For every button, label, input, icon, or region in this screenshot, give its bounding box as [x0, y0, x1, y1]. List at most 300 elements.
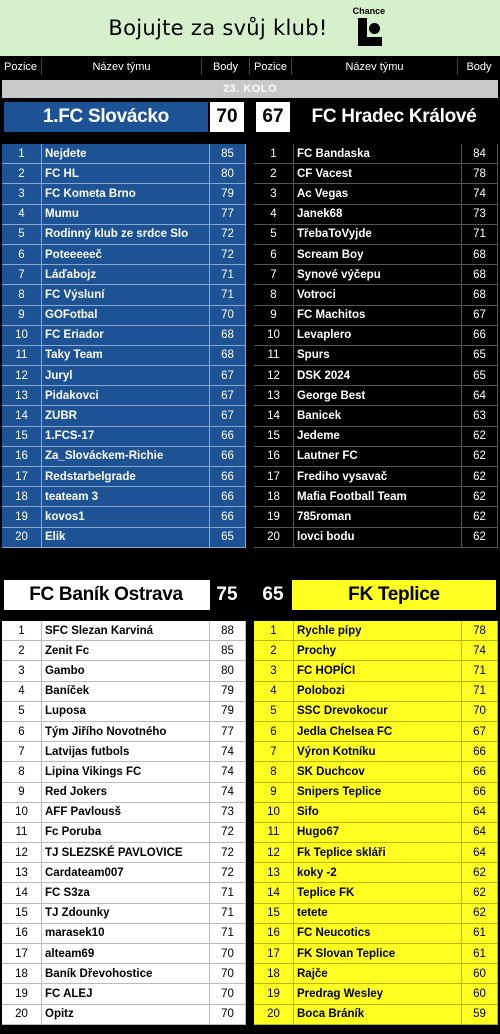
table-row [2, 823, 246, 843]
row-team-name: ZUBR [42, 406, 210, 425]
table-row [2, 964, 246, 984]
row-points: 67 [210, 406, 246, 425]
table-row [254, 285, 498, 305]
row-team-name: koky -2 [294, 863, 462, 882]
row-points: 72 [210, 225, 246, 244]
table-row [254, 144, 498, 164]
row-position: 1 [2, 621, 42, 640]
row-position: 12 [254, 366, 294, 385]
table-row [2, 641, 246, 661]
row-team-name: Frediho vysavač [294, 467, 462, 486]
row-team-name: Taky Team [42, 346, 210, 365]
row-team-name: Elik [42, 528, 210, 547]
row-position: 18 [254, 964, 294, 983]
row-position: 9 [254, 783, 294, 802]
row-position: 16 [254, 447, 294, 466]
col-pos-right: Pozice [250, 58, 292, 75]
row-points: 71 [210, 285, 246, 304]
row-points: 74 [210, 742, 246, 761]
table-row [2, 205, 246, 225]
row-team-name: Rodinný klub ze srdce Slo [42, 225, 210, 244]
row-team-name: Láďabojz [42, 265, 210, 284]
row-team-name: Jedeme [294, 427, 462, 446]
row-team-name: Luposa [42, 702, 210, 721]
row-points: 66 [462, 326, 498, 345]
row-team-name: FC Neucotics [294, 924, 462, 943]
banner [0, 0, 500, 56]
row-position: 4 [2, 205, 42, 224]
row-points: 74 [462, 641, 498, 660]
row-team-name: FK Slovan Teplice [294, 944, 462, 963]
row-points: 73 [462, 205, 498, 224]
row-position: 17 [254, 467, 294, 486]
team-header-slovacko [2, 100, 246, 134]
row-position: 4 [254, 205, 294, 224]
table-row [2, 702, 246, 722]
row-position: 8 [2, 285, 42, 304]
row-team-name: Gambo [42, 661, 210, 680]
row-points: 74 [210, 762, 246, 781]
row-position: 19 [2, 507, 42, 526]
row-team-name: Mafia Football Team [294, 487, 462, 506]
row-team-name: FC Kometa Brno [42, 184, 210, 203]
ranking-list-teplice [254, 621, 498, 1025]
team-name: 1.FC Slovácko [43, 106, 169, 127]
row-points: 72 [210, 843, 246, 862]
row-points: 72 [210, 245, 246, 264]
table-row [254, 762, 498, 782]
row-points: 70 [210, 306, 246, 325]
row-team-name: Latvijas futbols [42, 742, 210, 761]
ranking-list-hradec [254, 144, 498, 548]
row-points: 78 [462, 164, 498, 183]
row-points: 62 [462, 863, 498, 882]
row-team-name: TJ SLEZSKÉ PAVLOVICE [42, 843, 210, 862]
table-row [254, 487, 498, 507]
row-position: 5 [254, 225, 294, 244]
row-position: 14 [254, 883, 294, 902]
col-points-right: Body [466, 60, 492, 73]
row-team-name: Za_Slováckem-Richie [42, 447, 210, 466]
row-points: 67 [210, 366, 246, 385]
row-team-name: Fk Teplice skláři [294, 843, 462, 862]
row-points: 68 [462, 245, 498, 264]
table-row [2, 507, 246, 527]
row-position: 15 [2, 904, 42, 923]
row-team-name: FC HOPÍCI [294, 661, 462, 680]
row-points: 77 [210, 722, 246, 741]
row-position: 7 [254, 742, 294, 761]
row-position: 9 [2, 306, 42, 325]
row-team-name: FC S3za [42, 883, 210, 902]
row-points: 70 [462, 702, 498, 721]
row-points: 72 [210, 823, 246, 842]
row-team-name: Výron Kotníku [294, 742, 462, 761]
row-points: 80 [210, 164, 246, 183]
row-points: 70 [210, 1005, 246, 1024]
table-row [2, 863, 246, 883]
row-team-name: CF Vacest [294, 164, 462, 183]
row-points: 66 [462, 762, 498, 781]
table-row [254, 621, 498, 641]
table-row [254, 682, 498, 702]
table-row [254, 205, 498, 225]
table-row [2, 944, 246, 964]
row-points: 74 [462, 184, 498, 203]
team-header-teplice [254, 578, 498, 612]
row-position: 16 [254, 924, 294, 943]
table-row [254, 406, 498, 426]
row-points: 71 [210, 924, 246, 943]
row-position: 6 [254, 245, 294, 264]
row-team-name: Prochy [294, 641, 462, 660]
row-position: 20 [2, 1005, 42, 1024]
row-points: 68 [462, 285, 498, 304]
table-row [2, 406, 246, 426]
team-score: 75 [208, 580, 244, 610]
table-row [254, 904, 498, 924]
ball-icon [369, 23, 380, 34]
row-points: 71 [462, 661, 498, 680]
row-team-name: Synové výčepu [294, 265, 462, 284]
row-team-name: Mumu [42, 205, 210, 224]
row-points: 62 [462, 427, 498, 446]
table-row [254, 225, 498, 245]
row-points: 71 [210, 883, 246, 902]
row-team-name: FC Machitos [294, 306, 462, 325]
row-points: 84 [462, 144, 498, 163]
row-team-name: FC HL [42, 164, 210, 183]
row-points: 62 [462, 883, 498, 902]
row-position: 3 [2, 661, 42, 680]
table-row [2, 528, 246, 548]
row-position: 19 [254, 507, 294, 526]
round-label: 23. KOLO [2, 80, 498, 98]
row-points: 73 [210, 803, 246, 822]
row-team-name: Levaplero [294, 326, 462, 345]
row-position: 6 [2, 722, 42, 741]
row-team-name: Red Jokers [42, 783, 210, 802]
team-score: 67 [256, 102, 292, 132]
row-team-name: AFF Pavlousš [42, 803, 210, 822]
row-points: 62 [462, 467, 498, 486]
row-points: 66 [210, 447, 246, 466]
row-position: 1 [2, 144, 42, 163]
row-team-name: lovci bodu [294, 528, 462, 547]
row-position: 14 [2, 406, 42, 425]
row-team-name: Redstarbelgrade [42, 467, 210, 486]
row-points: 88 [210, 621, 246, 640]
row-team-name: Zenit Fc [42, 641, 210, 660]
row-points: 66 [210, 467, 246, 486]
row-team-name: FC ALEJ [42, 984, 210, 1003]
row-team-name: Hugo67 [294, 823, 462, 842]
table-row [2, 621, 246, 641]
table-row [254, 265, 498, 285]
column-header [0, 58, 500, 75]
row-points: 65 [462, 346, 498, 365]
row-team-name: Banicek [294, 406, 462, 425]
row-points: 59 [462, 1005, 498, 1024]
row-position: 17 [2, 944, 42, 963]
table-row [254, 507, 498, 527]
row-team-name: Predrag Wesley [294, 984, 462, 1003]
table-row [254, 184, 498, 204]
row-points: 60 [462, 964, 498, 983]
row-points: 62 [462, 507, 498, 526]
row-points: 65 [210, 528, 246, 547]
row-team-name: Janek68 [294, 205, 462, 224]
table-row [2, 924, 246, 944]
row-position: 13 [254, 863, 294, 882]
table-row [254, 803, 498, 823]
table-row [2, 447, 246, 467]
row-points: 71 [210, 265, 246, 284]
row-points: 70 [210, 964, 246, 983]
row-position: 11 [2, 823, 42, 842]
row-position: 10 [254, 803, 294, 822]
row-points: 72 [210, 863, 246, 882]
table-row [254, 984, 498, 1004]
table-row [2, 245, 246, 265]
row-position: 18 [2, 487, 42, 506]
row-position: 18 [254, 487, 294, 506]
row-team-name: Lautner FC [294, 447, 462, 466]
row-position: 17 [254, 944, 294, 963]
row-team-name: DSK 2024 [294, 366, 462, 385]
table-row [254, 164, 498, 184]
row-team-name: Nejdete [42, 144, 210, 163]
row-position: 5 [2, 702, 42, 721]
row-position: 8 [2, 762, 42, 781]
table-row [254, 722, 498, 742]
table-row [254, 863, 498, 883]
table-row [254, 843, 498, 863]
row-team-name: SFC Slezan Karviná [42, 621, 210, 640]
row-points: 80 [210, 661, 246, 680]
row-position: 16 [2, 447, 42, 466]
row-points: 64 [462, 843, 498, 862]
row-team-name: GOFotbal [42, 306, 210, 325]
team-header-hradec [254, 100, 498, 134]
row-position: 20 [2, 528, 42, 547]
table-row [2, 762, 246, 782]
row-position: 9 [254, 306, 294, 325]
row-position: 6 [254, 722, 294, 741]
row-position: 15 [2, 427, 42, 446]
table-row [254, 823, 498, 843]
row-team-name: Fc Poruba [42, 823, 210, 842]
chance-logo [350, 6, 392, 50]
row-position: 12 [2, 366, 42, 385]
row-position: 11 [2, 346, 42, 365]
row-team-name: Teplice FK [294, 883, 462, 902]
row-points: 79 [210, 702, 246, 721]
table-row [2, 467, 246, 487]
row-team-name: alteam69 [42, 944, 210, 963]
table-row [254, 326, 498, 346]
row-team-name: Boca Bráník [294, 1005, 462, 1024]
row-points: 68 [210, 346, 246, 365]
row-team-name: Votroci [294, 285, 462, 304]
row-team-name: Polobozi [294, 682, 462, 701]
row-position: 19 [254, 984, 294, 1003]
table-row [254, 944, 498, 964]
row-points: 62 [462, 447, 498, 466]
team-header-banik [2, 578, 246, 612]
row-position: 5 [2, 225, 42, 244]
table-row [2, 144, 246, 164]
row-team-name: Sifo [294, 803, 462, 822]
table-row [254, 661, 498, 681]
row-position: 14 [2, 883, 42, 902]
row-position: 13 [2, 386, 42, 405]
row-position: 9 [2, 783, 42, 802]
row-points: 85 [210, 641, 246, 660]
row-team-name: Scream Boy [294, 245, 462, 264]
row-team-name: kovos1 [42, 507, 210, 526]
row-position: 10 [254, 326, 294, 345]
row-team-name: Cardateam007 [42, 863, 210, 882]
row-position: 8 [254, 285, 294, 304]
row-position: 4 [2, 682, 42, 701]
row-points: 70 [210, 984, 246, 1003]
row-position: 17 [2, 467, 42, 486]
table-row [254, 528, 498, 548]
row-team-name: George Best [294, 386, 462, 405]
row-points: 64 [462, 823, 498, 842]
table-row [2, 783, 246, 803]
row-position: 13 [2, 863, 42, 882]
row-position: 2 [254, 164, 294, 183]
table-row [254, 366, 498, 386]
row-team-name: FC Výsluní [42, 285, 210, 304]
row-team-name: 785roman [294, 507, 462, 526]
row-team-name: teateam 3 [42, 487, 210, 506]
row-points: 79 [210, 184, 246, 203]
table-row [254, 306, 498, 326]
table-row [2, 265, 246, 285]
row-position: 12 [254, 843, 294, 862]
table-row [254, 924, 498, 944]
row-points: 70 [210, 944, 246, 963]
col-pos-left: Pozice [0, 58, 42, 75]
row-team-name: Tým Jiřího Novotného [42, 722, 210, 741]
table-row [254, 641, 498, 661]
row-team-name: Ac Vegas [294, 184, 462, 203]
row-points: 77 [210, 205, 246, 224]
table-row [2, 904, 246, 924]
row-team-name: tetete [294, 904, 462, 923]
row-points: 61 [462, 924, 498, 943]
row-team-name: Jedla Chelsea FC [294, 722, 462, 741]
table-row [2, 661, 246, 681]
table-row [2, 386, 246, 406]
row-position: 1 [254, 144, 294, 163]
row-position: 12 [2, 843, 42, 862]
row-position: 20 [254, 1005, 294, 1024]
row-team-name: TřebaToVyjde [294, 225, 462, 244]
team-name: FK Teplice [348, 584, 440, 605]
team-name: FC Hradec Králové [311, 106, 477, 127]
team-score: 65 [256, 580, 292, 610]
row-team-name: FC Eriador [42, 326, 210, 345]
ranking-list-banik [2, 621, 246, 1025]
row-position: 3 [254, 661, 294, 680]
row-points: 65 [462, 366, 498, 385]
row-position: 3 [254, 184, 294, 203]
row-position: 10 [2, 803, 42, 822]
row-position: 2 [2, 641, 42, 660]
row-points: 63 [462, 406, 498, 425]
row-points: 62 [462, 487, 498, 506]
table-row [254, 245, 498, 265]
table-row [2, 883, 246, 903]
table-row [254, 467, 498, 487]
row-team-name: Pidakovci [42, 386, 210, 405]
table-row [2, 742, 246, 762]
row-points: 85 [210, 144, 246, 163]
row-team-name: Opitz [42, 1005, 210, 1024]
row-position: 8 [254, 762, 294, 781]
row-points: 64 [462, 803, 498, 822]
row-position: 2 [254, 641, 294, 660]
table-row [2, 326, 246, 346]
table-row [2, 306, 246, 326]
table-row [254, 1005, 498, 1025]
row-position: 19 [2, 984, 42, 1003]
row-position: 1 [254, 621, 294, 640]
table-row [254, 964, 498, 984]
row-points: 78 [462, 621, 498, 640]
table-row [254, 447, 498, 467]
banner-title: Bojujte za svůj klub! [108, 16, 328, 40]
table-row [2, 164, 246, 184]
ranking-list-slovacko [2, 144, 246, 548]
row-team-name: TJ Zdounky [42, 904, 210, 923]
table-row [2, 722, 246, 742]
row-points: 66 [462, 742, 498, 761]
row-team-name: Juryl [42, 366, 210, 385]
row-team-name: Spurs [294, 346, 462, 365]
row-position: 7 [2, 265, 42, 284]
row-team-name: SSC Drevokocur [294, 702, 462, 721]
row-points: 67 [210, 386, 246, 405]
row-position: 18 [2, 964, 42, 983]
row-position: 20 [254, 528, 294, 547]
table-row [2, 803, 246, 823]
row-position: 11 [254, 823, 294, 842]
row-position: 4 [254, 682, 294, 701]
row-points: 67 [462, 306, 498, 325]
row-points: 62 [462, 528, 498, 547]
row-position: 15 [254, 904, 294, 923]
table-row [2, 366, 246, 386]
row-team-name: Snipers Teplice [294, 783, 462, 802]
row-position: 10 [2, 326, 42, 345]
col-points-left: Body [202, 58, 250, 75]
row-points: 66 [210, 427, 246, 446]
table-row [2, 984, 246, 1004]
row-team-name: SK Duchcov [294, 762, 462, 781]
row-points: 60 [462, 984, 498, 1003]
team-score: 70 [208, 102, 244, 132]
row-position: 11 [254, 346, 294, 365]
table-row [254, 883, 498, 903]
row-position: 7 [2, 742, 42, 761]
row-points: 68 [462, 265, 498, 284]
row-points: 66 [462, 783, 498, 802]
